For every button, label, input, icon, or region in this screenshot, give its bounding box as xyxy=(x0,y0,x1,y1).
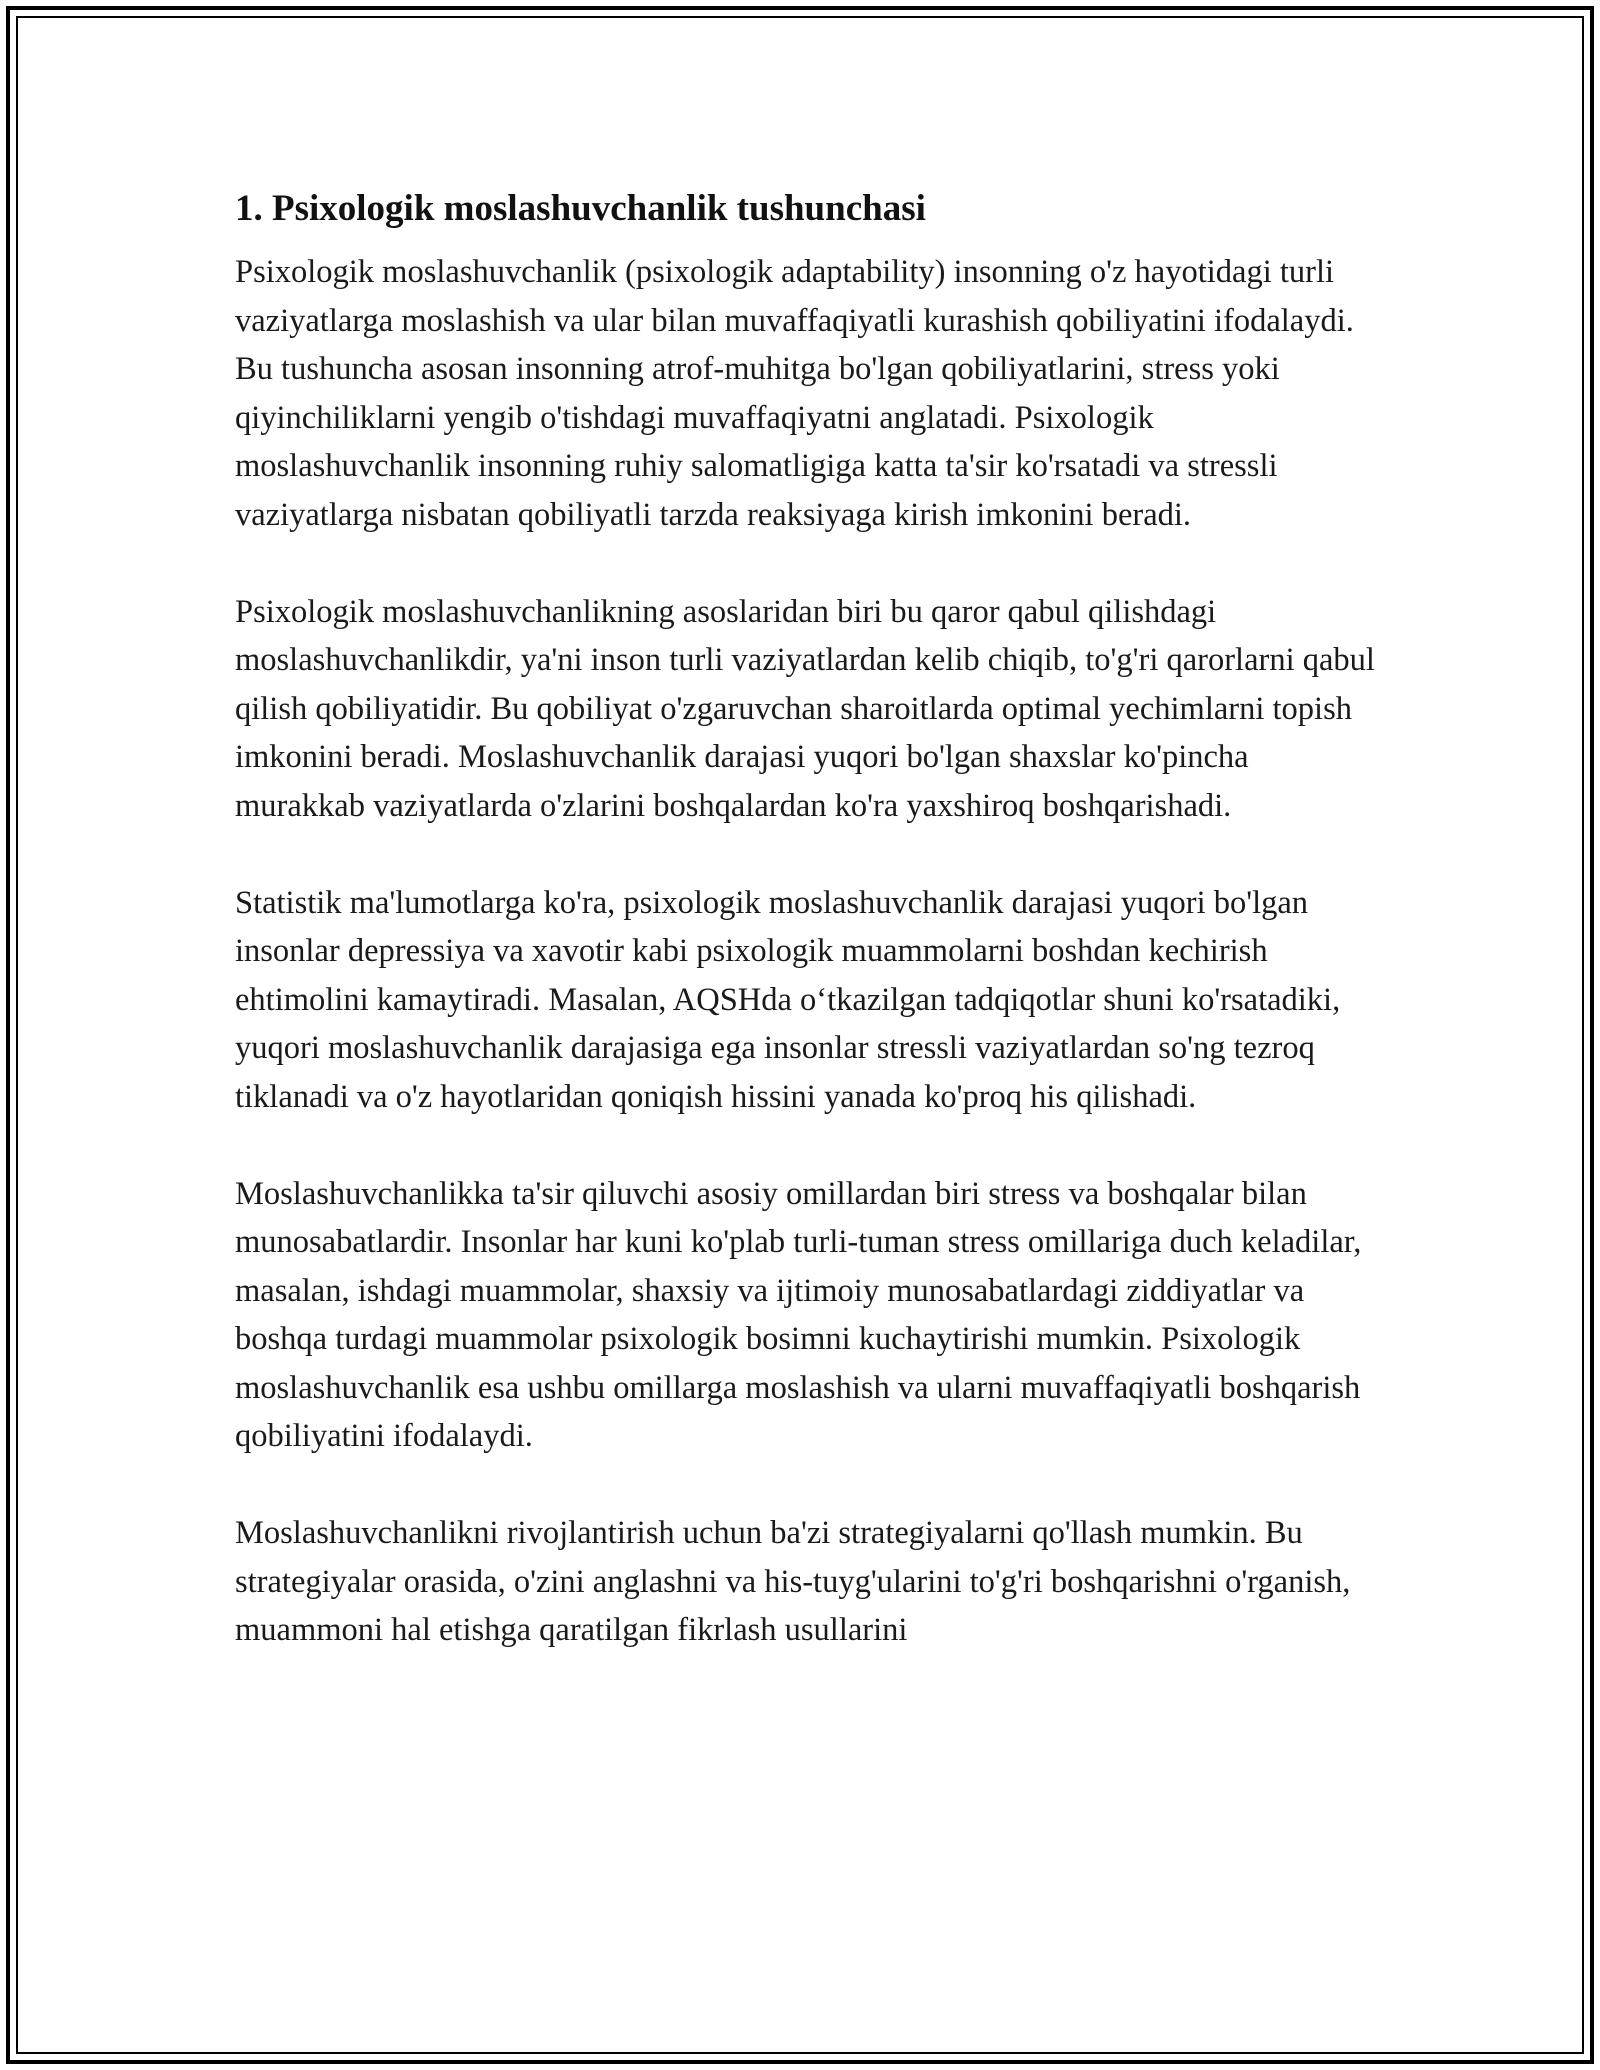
paragraph-3: Statistik ma'lumotlarga ko'ra, psixologik moslashuvchanlik darajasi yuqori bo'lgan insonlar depressiya va xavotir kabi psixologik muammolarni boshdan kechirish ehtimolini kamaytiradi. Masalan, AQSHda o‘tkazilgan tadqiqotlar shuni ko'rsatadiki, yuqori moslashuvchanlik darajasiga ega insonlar stressli vaziyatlardan so'ng tezroq tiklanadi va o'z hayotlaridan qoniqish hissini yanada ko'proq his qilishadi. xyxy=(235,884,1341,1115)
section-heading: 1. Psixologik moslashuvchanlik tushunchasi xyxy=(235,188,926,229)
paragraph-1: Psixologik moslashuvchanlik (psixologik adaptability) insonning o'z hayotidagi turli vaziyatlarga moslashish va ular bilan muvaffaqiyatli kurashish qobiliyatini ifodalaydi. Bu tushuncha asosan insonning atrof-muhitga bo'lgan qobiliyatlarini, stress yoki qiyinchiliklarni yengib o'tishdagi muvaffaqiyatni anglatadi. Psixologik moslashuvchanlik insonning ruhiy salomatligiga katta ta'sir ko'rsatadi va stressli vaziyatlarga nisbatan qobiliyatli tarzda reaksiyaga kirish imkonini beradi. xyxy=(235,254,1354,533)
paragraph-4: Moslashuvchanlikka ta'sir qiluvchi asosiy omillardan biri stress va boshqalar bilan munosabatlardir. Insonlar har kuni ko'plab turli-tuman stress omillariga duch keladilar, masalan, ishdagi muammolar, shaxsiy va ijtimoiy munosabatlardagi ziddiyatlar va boshqa turdagi muammolar psixologik bosimni kuchaytirishi mumkin. Psixologik moslashuvchanlik esa ushbu omillarga moslashish va ularni muvaffaqiyatli boshqarish qobiliyatini ifodalaydi. xyxy=(235,1175,1362,1454)
paragraph-2: Psixologik moslashuvchanlikning asoslaridan biri bu qaror qabul qilishdagi moslashuvchanlikdir, ya'ni inson turli vaziyatlardan kelib chiqib, to'g'ri qarorlarni qabul qilish qobiliyatidir. Bu qobiliyat o'zgaruvchan sharoitlarda optimal yechimlarni topish imkonini beradi. Moslashuvchanlik darajasi yuqori bo'lgan shaxslar ko'pincha murakkab vaziyatlarda o'zlarini boshqalardan ko'ra yaxshiroq boshqarishadi. xyxy=(235,593,1375,824)
paragraph-5: Moslashuvchanlikni rivojlantirish uchun ba'zi strategiyalarni qo'llash mumkin. Bu strategiyalar orasida, o'zini anglashni va his-tuyg'ularini to'g'ri boshqarishni o'rganish, muammoni hal etishga qaratilgan fikrlash usullarini xyxy=(235,1515,1351,1648)
document-body xyxy=(235,186,1375,1655)
